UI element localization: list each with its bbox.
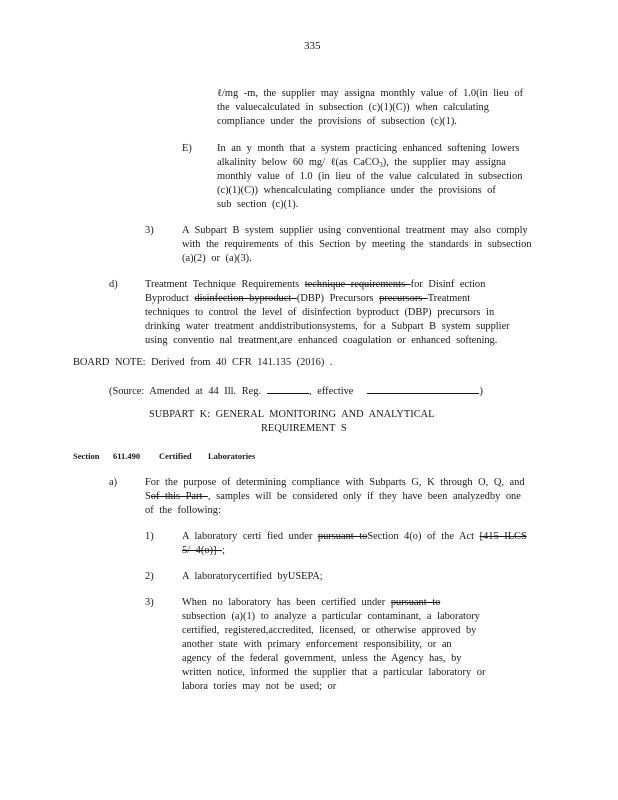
text-line: of the following: [145, 505, 221, 516]
item-label: 1) [145, 531, 154, 542]
deleted-text: [415 ILCS [479, 531, 527, 542]
section-label: Section [73, 451, 100, 461]
text-line: the valuecalculated in subsection (c)(1)(C)) when calculating [217, 102, 489, 113]
deleted-text: technique requirements [304, 279, 411, 290]
text-run: When no laboratory has been certified under [182, 597, 391, 608]
text-line: drinking water treatment anddistributionsystems, for a Subpart B system supplier [145, 321, 510, 332]
item-label: d) [109, 279, 118, 290]
text-line: using conventio nal treatment,are enhanced coagulation or enhanced softening. [145, 335, 498, 346]
deleted-text: disinfection byproduct [194, 293, 297, 304]
text-line: A laboratorycertified byUSEPA; [182, 571, 323, 582]
deleted-text: 5/ 4(o)] [182, 545, 223, 556]
item-label: 3) [145, 225, 154, 236]
text-run: Treatment [427, 293, 471, 304]
text-line [145, 292, 470, 306]
text-line: with the requirements of this Section by meeting the standards in subsection [182, 239, 532, 250]
text-run: alkalinity below 60 mg/ ℓ(as CaCO [217, 157, 380, 168]
item-label: a) [109, 477, 118, 488]
page-number: 335 [304, 40, 321, 52]
section-title: Laboratories [208, 451, 256, 461]
blank-line [267, 383, 309, 394]
text-run: for Disinf ection [410, 279, 486, 290]
blank-line [367, 383, 479, 394]
text-line: techniques to control the level of disinfection byproduct (DBP) precursors in [145, 307, 495, 318]
text-line: another state with primary enforcement responsibility, or an [182, 639, 452, 650]
text-line: subsection (a)(1) to analyze a particular contaminant, a laboratory [182, 611, 480, 622]
text-run: , effective [309, 386, 354, 397]
text-line: written notice, informed the supplier that a particular laboratory or [182, 667, 486, 678]
subscript: 3 [379, 161, 383, 169]
board-note: BOARD NOTE: Derived from 40 CFR 141.135 (2016) . [73, 357, 333, 368]
deleted-text: precursors [379, 293, 428, 304]
deleted-text: pursuant to [390, 597, 441, 608]
text-run: ; [222, 545, 225, 556]
text-line: A Subpart B system supplier using conventional treatment may also comply [182, 225, 528, 236]
deleted-text: pursuant to [317, 531, 368, 542]
text-line: certified, registered,accredited, licensed, or otherwise approved by [182, 625, 477, 636]
text-line: For the purpose of determining compliance with Subparts G, K through O, Q, and [145, 477, 525, 488]
item-label: 3) [145, 597, 154, 608]
text-line: In an y month that a system practicing enhanced softening lowers [217, 143, 520, 154]
text-run: Section 4(o) of the Act [367, 531, 480, 542]
text-run: ), the supplier may assigna [382, 157, 506, 168]
section-number: 611.490 [113, 451, 141, 461]
item-label: 2) [145, 571, 154, 582]
text-run: S [145, 491, 151, 502]
text-run: , samples will be considered only if they have been analyzedby one [207, 491, 521, 502]
text-line: (c)(1)(C)) whencalculating compliance under the provisions of [217, 185, 496, 196]
text-line [182, 596, 440, 610]
text-line: sub section (c)(1). [217, 199, 299, 210]
subpart-heading: REQUIREMENT S [261, 423, 347, 434]
item-label: E) [182, 143, 192, 154]
text-run: ) [479, 386, 483, 397]
text-line: (a)(2) or (a)(3). [182, 253, 252, 264]
text-run: Treatment Technique Requirements [145, 279, 305, 290]
text-line: ℓ/mg -m, the supplier may assigna monthly value of 1.0(in lieu of [217, 88, 524, 99]
text-line: compliance under the provisions of subsection (c)(1). [217, 116, 457, 127]
text-line: labora tories may not be used; or [182, 681, 337, 692]
text-run: (Source: Amended at 44 Ill. Reg. [109, 386, 262, 397]
text-line [182, 544, 225, 558]
subpart-heading: SUBPART K: GENERAL MONITORING AND ANALYTICAL [149, 409, 435, 420]
text-line [145, 490, 521, 504]
text-line: agency of the federal government, unless the Agency has, by [182, 653, 462, 664]
text-run: A laboratory certi fied under [182, 531, 318, 542]
text-line [145, 278, 485, 292]
source-note [109, 383, 483, 399]
text-run: Byproduct [145, 293, 195, 304]
text-run: (DBP) Precursors [296, 293, 380, 304]
text-line [182, 530, 527, 544]
section-title: Certified [159, 451, 192, 461]
text-line: monthly value of 1.0 (in lieu of the value calculated in subsection [217, 171, 523, 182]
deleted-text: of this Part [150, 491, 208, 502]
